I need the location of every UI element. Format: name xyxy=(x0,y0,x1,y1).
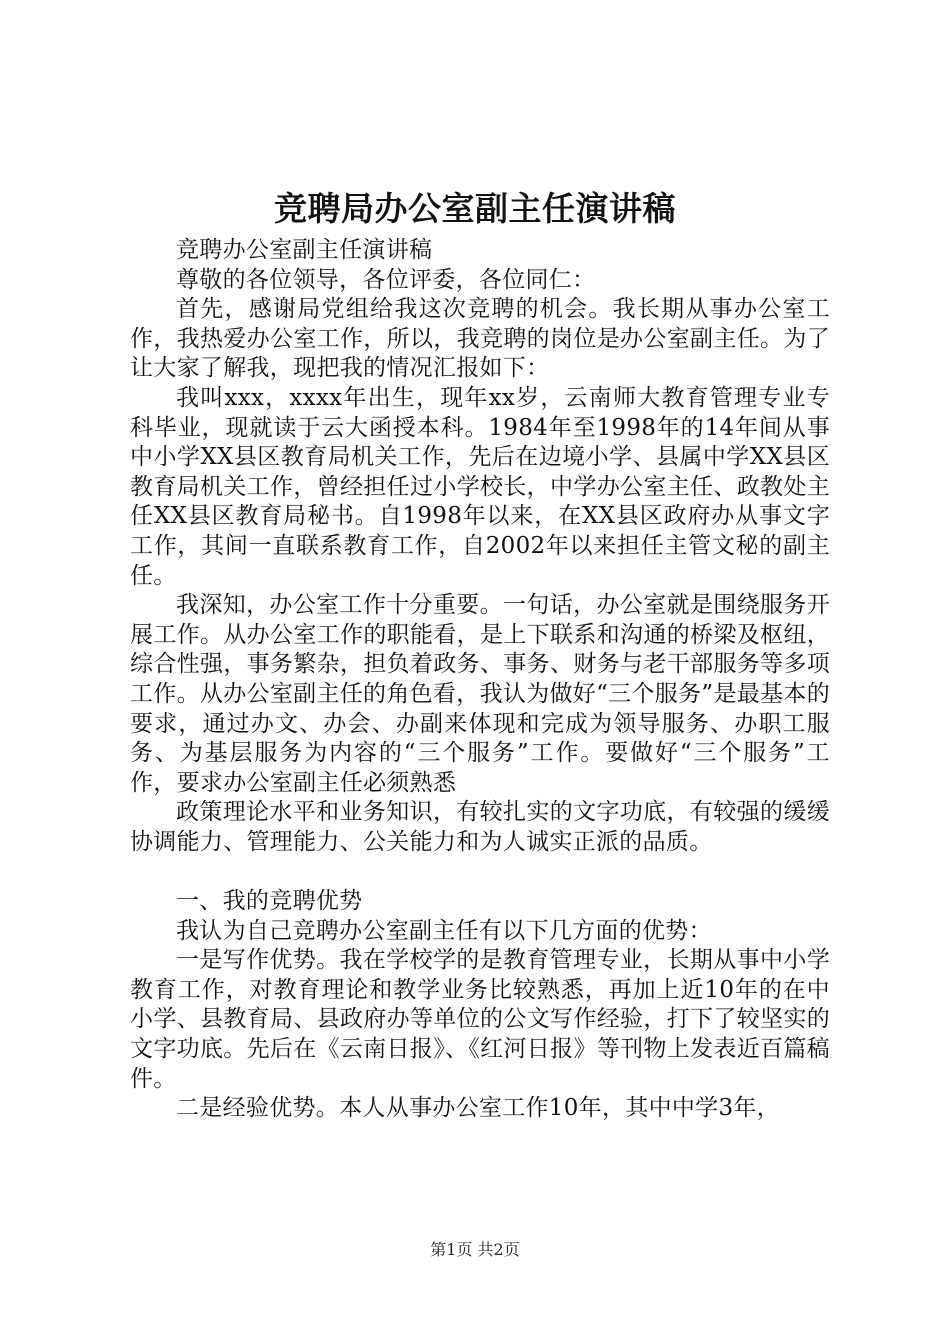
document-title: 竞聘局办公室副主任演讲稿 xyxy=(274,189,676,228)
paragraph-subtitle: 竞聘办公室副主任演讲稿 xyxy=(176,237,433,263)
paragraph-self-introduction: 我叫xxx，xxxx年出生，现年xx岁，云南师大教育管理专业专科毕业，现就读于云大函授本科。1984年至1998年的14年间从事中小学XX县区教育局机关工作，先后在边境小学、县属中学XX县区教育局机关工作，曾经担任过小学校长，中学办公室主任、政教处主任XX县区教育局秘书。自1998年以来，在XX县区政府办从事文字工作，其间一直联系教育工作，自2002年以来担任主管文秘的副主任。 xyxy=(130,384,830,589)
paragraph-salutation: 尊敬的各位领导，各位评委，各位同仁： xyxy=(176,266,596,293)
document-body xyxy=(130,236,830,1124)
paragraph-advantages-intro: 我认为自己竞聘办公室副主任有以下几方面的优势： xyxy=(176,917,712,944)
paragraph-writing-advantage: 一是写作优势。我在学校学的是教育管理专业，长期从事中小学教育工作，对教育理论和教学业务比较熟悉，再加上近10年的在中小学、县教育局、县政府办等单位的公文写作经验，打下了较坚实的文字功底。先后在《云南日报》、《红河日报》等刊物上发表近百篇稿件。 xyxy=(130,947,830,1092)
paragraph-requirements: 政策理论水平和业务知识，有较扎实的文字功底，有较强的缓缓协调能力、管理能力、公关能力和为人诚实正派的品质。 xyxy=(130,799,830,855)
paragraph-office-importance: 我深知，办公室工作十分重要。一句话，办公室就是围绕服务开展工作。从办公室工作的职能看，是上下联系和沟通的桥梁及枢纽，综合性强，事务繁杂，担负着政务、事务、财务与老干部服务等多项工作。从办公室副主任的角色看，我认为做好“三个服务”是最基本的要求，通过办文、办会、办副来体现和完成为领导服务、办职工服务、为基层服务为内容的“三个服务”工作。要做好“三个服务”工作，要求办公室副主任必须熟悉 xyxy=(130,592,830,796)
section-heading-advantages: 一、我的竞聘优势 xyxy=(176,888,363,915)
paragraph-experience-advantage: 二是经验优势。本人从事办公室工作10年，其中中学3年， xyxy=(176,1095,780,1122)
paragraph-opening: 首先，感谢局党组给我这次竞聘的机会。我长期从事办公室工作，我热爱办公室工作，所以，我竞聘的岗位是办公室副主任。为了让大家了解我，现把我的情况汇报如下： xyxy=(130,296,830,382)
page-indicator: 第1页 共2页 xyxy=(430,1240,520,1259)
